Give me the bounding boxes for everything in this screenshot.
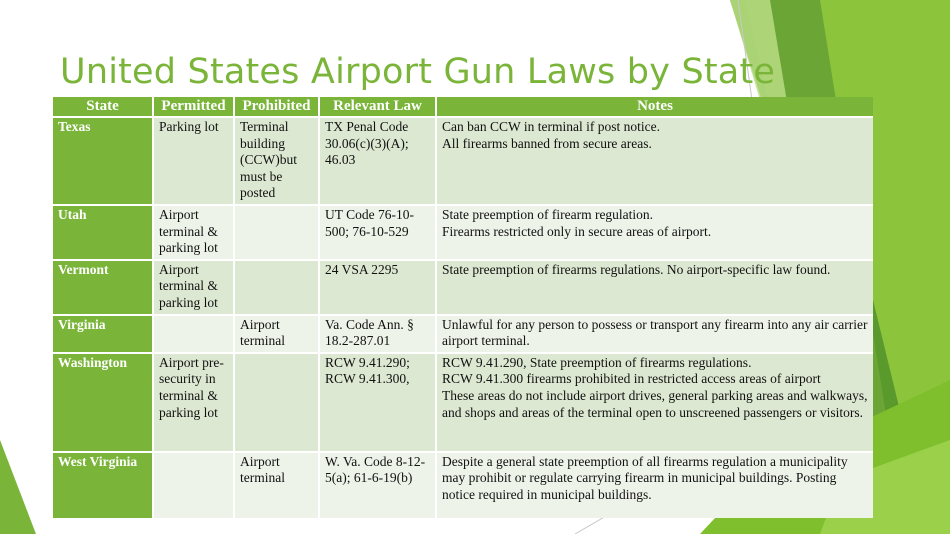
permitted-cell [153, 452, 234, 518]
law-cell: W. Va. Code 8-12-5(a); 61-6-19(b) [319, 452, 436, 518]
prohibited-cell: Airport terminal [234, 452, 319, 518]
law-cell: RCW 9.41.290; RCW 9.41.300, [319, 353, 436, 452]
law-cell: TX Penal Code 30.06(c)(3)(A); 46.03 [319, 117, 436, 205]
prohibited-cell [234, 205, 319, 260]
state-cell: Texas [53, 117, 153, 205]
prohibited-cell [234, 260, 319, 315]
notes-cell [436, 117, 873, 205]
slide-title: United States Airport Gun Laws by State [60, 52, 776, 92]
law-cell: Va. Code Ann. § 18.2-287.01 [319, 315, 436, 353]
header-notes: Notes [436, 97, 873, 117]
notes-cell [436, 353, 873, 452]
header-state: State [53, 97, 153, 117]
note-line: Can ban CCW in terminal if post notice. [442, 119, 660, 134]
notes-cell [436, 205, 873, 260]
table-row-utah [53, 205, 873, 260]
permitted-cell [153, 315, 234, 353]
deco-band-left-edge [0, 440, 36, 534]
state-cell: Virginia [53, 315, 153, 353]
notes-cell [436, 315, 873, 353]
note-line: RCW 9.41.290, State preemption of firearms regulations. [442, 354, 752, 370]
prohibited-cell [234, 353, 319, 452]
law-cell: UT Code 76-10-500; 76-10-529 [319, 205, 436, 260]
permitted-cell: Airport terminal & parking lot [153, 260, 234, 315]
table-row-vermont [53, 260, 873, 315]
table-row-washington [53, 353, 873, 452]
note-line: State preemption of firearm regulation. [442, 206, 654, 222]
gun-laws-table [53, 97, 873, 518]
permitted-cell: Parking lot [153, 117, 234, 205]
state-cell: Vermont [53, 260, 153, 315]
note-line: State preemption of firearms regulations. No airport-specific law found. [442, 261, 831, 277]
header-relevant-law: Relevant Law [319, 97, 436, 117]
table-row-texas [53, 117, 873, 205]
prohibited-cell: Terminal building (CCW)but must be posted [234, 117, 319, 205]
header-prohibited: Prohibited [234, 97, 319, 117]
note-line: Despite a general state preemption of all firearms regulation a municipality may prohibit or regulate carrying firearm in municipal buildings. Posting notice required in municipal buildings. [442, 453, 848, 502]
notes-cell [436, 260, 873, 315]
state-cell: West Virginia [53, 452, 153, 518]
table-header-row [53, 97, 873, 117]
state-cell: Utah [53, 205, 153, 260]
note-line: These areas do not include airport drives, general parking areas and walkways, and shops and areas of the terminal open to unscreened passengers or visitors. [442, 387, 868, 420]
note-line: Unlawful for any person to possess or transport any firearm into any air carrier airport terminal. [442, 316, 868, 349]
prohibited-cell: Airport terminal [234, 315, 319, 353]
table-row-west-virginia [53, 452, 873, 518]
header-permitted: Permitted [153, 97, 234, 117]
table-row-virginia [53, 315, 873, 353]
law-cell: 24 VSA 2295 [319, 260, 436, 315]
state-cell: Washington [53, 353, 153, 452]
notes-cell [436, 452, 873, 518]
permitted-cell: Airport terminal & parking lot [153, 205, 234, 260]
note-line: Firearms restricted only in secure areas of airport. [442, 223, 712, 239]
note-line: RCW 9.41.300 firearms prohibited in restricted access areas of airport [442, 371, 821, 387]
note-line: All firearms banned from secure areas. [442, 135, 652, 151]
permitted-cell: Airport pre-security in terminal & parking lot [153, 353, 234, 452]
